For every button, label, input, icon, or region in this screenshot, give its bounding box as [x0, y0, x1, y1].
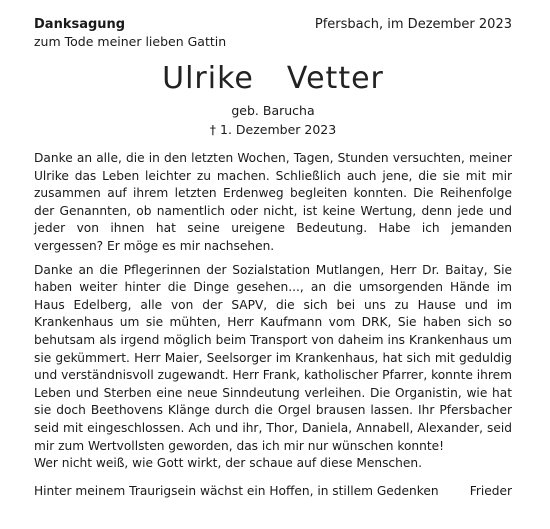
birth-name: geb. Barucha — [231, 103, 315, 118]
signature: Frieder — [469, 483, 512, 498]
deceased-block — [34, 62, 512, 138]
closing-row — [34, 483, 512, 500]
thanks-paragraph-2: Danke an die Pflegerinnen der Sozialstation Mutlangen, Herr Dr. Baitay, Sie haben weiter hinter die Dinge gesehen..., an die umsorgenden Hände im Haus Edelberg, alle von der SAPV, die sich bei uns zu Hause und im Krankenhaus um sie mühten, Herr Kaufmann vom DRK, Sie haben sich so behutsam als irgend möglich beim Transport von daheim ins Krankenhaus um sie gekümmert. Herr Maier, Seelsorger im Krankenhaus, hat sich mit geduldig und verständnisvoll zugewandt. Herr Frank, katholischer Pfarrer, konnte ihrem Leben und Sterben eine neue Sinndeutung verleihen. Die Organistin, wie hat sie doch Beethovens Klänge durch die Orgel brausen lassen. Ihr Pfersbacher seid mit eingeschlossen. Ach und ihr, Thor, Daniela, Annabell, Alexander, seid mir zum Wertvollsten geworden, das ich mir nur wünschen konnte! — [34, 262, 512, 453]
deceased-name: Ulrike Vetter — [162, 61, 384, 96]
death-date: † 1. Dezember 2023 — [209, 122, 337, 137]
header-left — [34, 16, 226, 50]
thanks-body — [34, 150, 512, 473]
notice-subtitle: zum Tode meiner lieben Gattin — [34, 34, 227, 49]
notice-header — [34, 16, 512, 50]
thanks-paragraph-3: Wer nicht weiß, wie Gott wirkt, der schaue auf diese Menschen. — [34, 456, 422, 471]
place-date: Pfersbach, im Dezember 2023 — [314, 17, 512, 32]
obituary-notice — [34, 16, 512, 500]
thanks-paragraph-1: Danke an alle, die in den letzten Wochen, Tagen, Stunden versuchten, meiner Ulrike das Leben leichter zu machen. Schließlich auch jene, die sie mit mir zusammen auf ihrem letzten Erdenweg begleiten konnten. Die Reihenfolge der Genannten, ob namentlich oder nicht, ist keine Wertung, denn jede und jeder von ihnen hat seine ureigene Bedeutung. Habe ich jemanden vergessen? Er möge es mir nachsehen. — [34, 151, 512, 253]
notice-title: Danksagung — [34, 17, 126, 32]
closing-text: Hinter meinem Traurigsein wächst ein Hoffen, in stillem Gedenken — [34, 483, 439, 498]
